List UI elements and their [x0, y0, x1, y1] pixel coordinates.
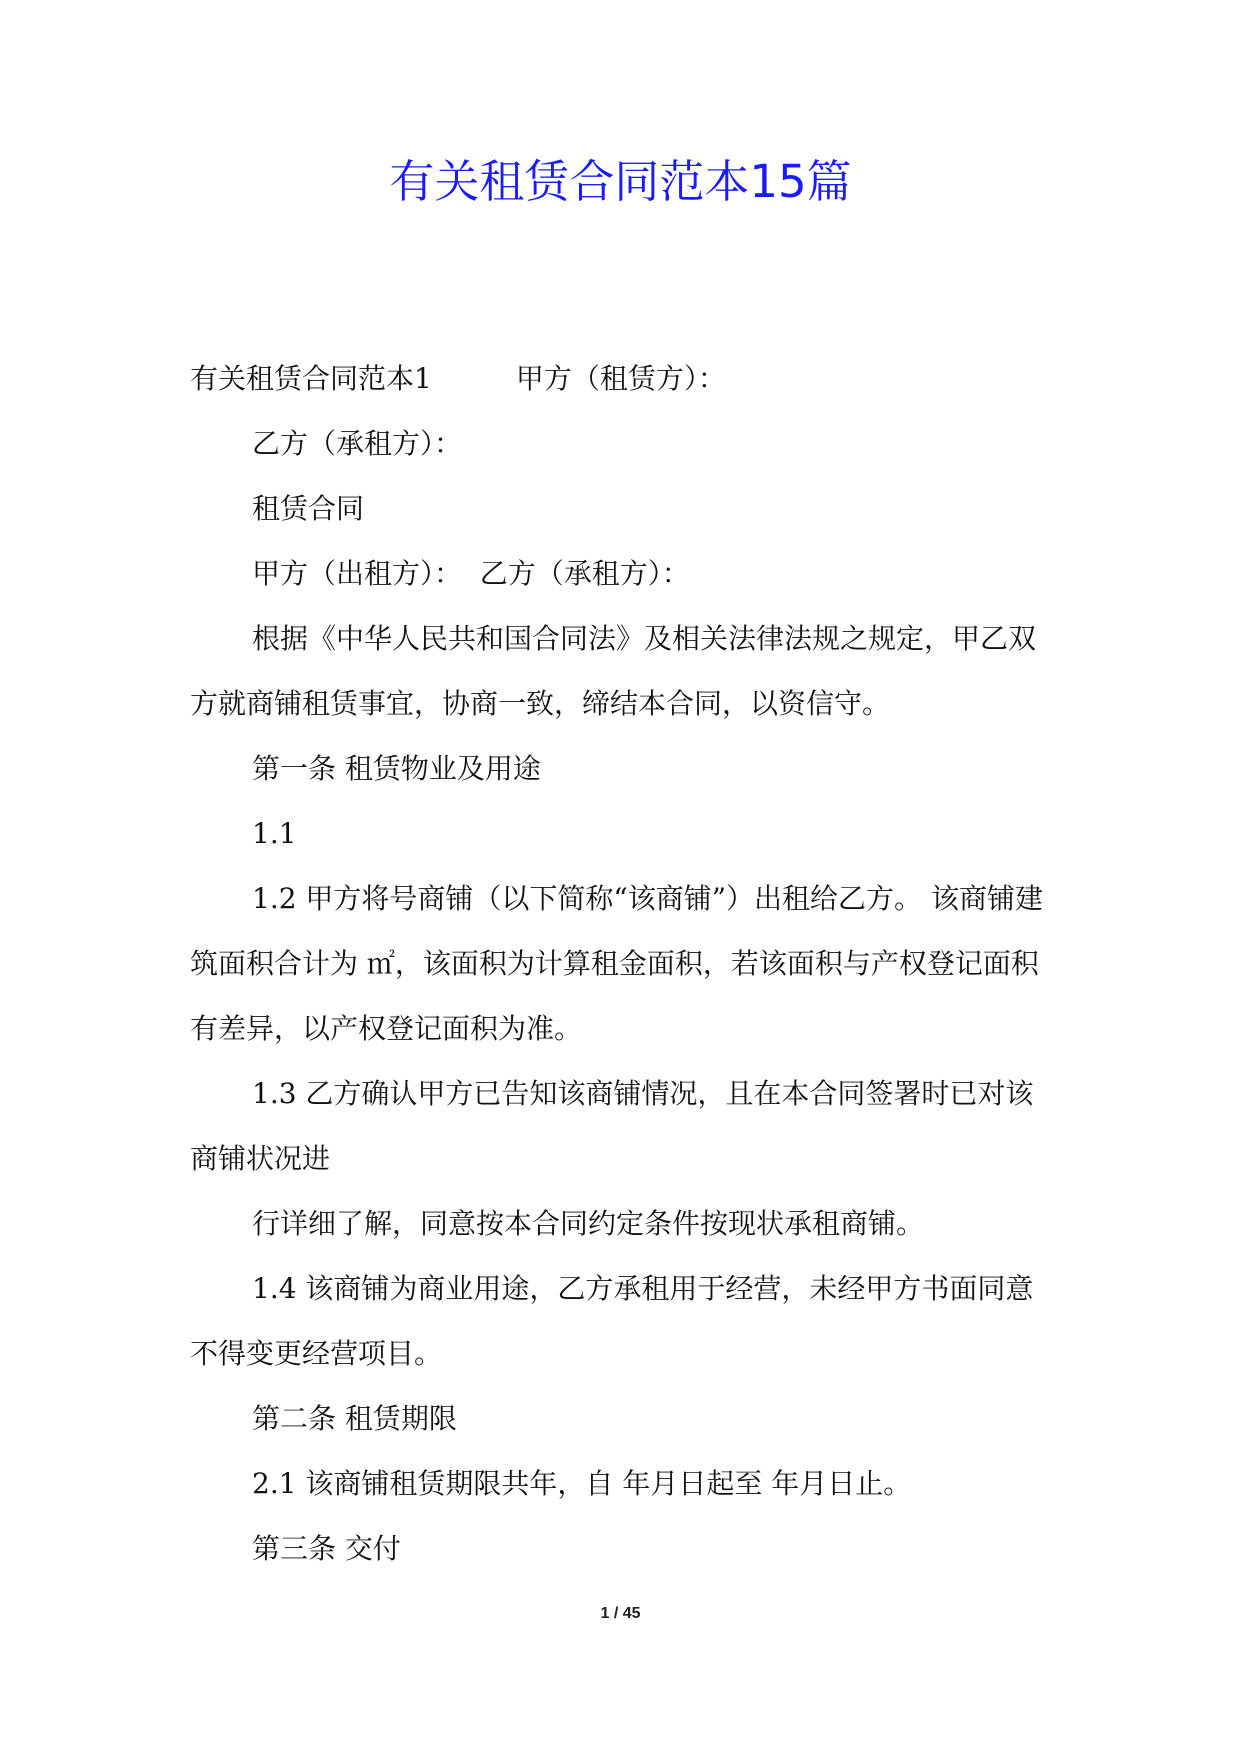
paragraph-lessee-label: 乙方（承租方）： [252, 427, 463, 460]
document-body [190, 346, 1060, 1581]
page-number: 1 / 45 [600, 1605, 641, 1622]
contract-header-line [190, 346, 1060, 411]
clause-1-3-continued: 行详细了解，同意按本合同约定条件按现状承租商铺。 [252, 1207, 925, 1240]
section-heading-1: 第一条 租赁物业及用途 [252, 752, 541, 785]
clause-1-3: 1.3 乙方确认甲方已告知该商铺情况，且在本合同签署时已对该商铺状况进 [190, 1077, 1034, 1175]
paragraph-preamble: 根据《中华人民共和国合同法》及相关法律法规之规定，甲乙双方就商铺租赁事宜，协商一致，缔结本合同，以资信守。 [190, 622, 1037, 720]
document-title: 有关租赁合同范本15篇 [389, 155, 852, 208]
lessor-label: 甲方（租赁方）： [515, 362, 726, 395]
paragraph-contract-name: 租赁合同 [252, 492, 365, 525]
clause-1-2: 1.2 甲方将号商铺（以下简称“该商铺”）出租给乙方。 该商铺建筑面积合计为 ㎡，该面积为计算租金面积，若该面积与产权登记面积有差异，以产权登记面积为准。 [190, 882, 1043, 1045]
clause-1-1: 1.1 [252, 817, 297, 850]
clause-2-1: 2.1 该商铺租赁期限共年，自 年月日起至 年月日止。 [252, 1467, 912, 1500]
paragraph-parties: 甲方（出租方）： 乙方（承租方）： [252, 557, 690, 590]
section-heading-2: 第二条 租赁期限 [252, 1402, 457, 1435]
clause-1-4: 1.4 该商铺为商业用途，乙方承租用于经营，未经甲方书面同意不得变更经营项目。 [190, 1272, 1034, 1370]
section-heading-3: 第三条 交付 [252, 1532, 401, 1565]
contract-heading: 有关租赁合同范本1 [190, 362, 432, 395]
